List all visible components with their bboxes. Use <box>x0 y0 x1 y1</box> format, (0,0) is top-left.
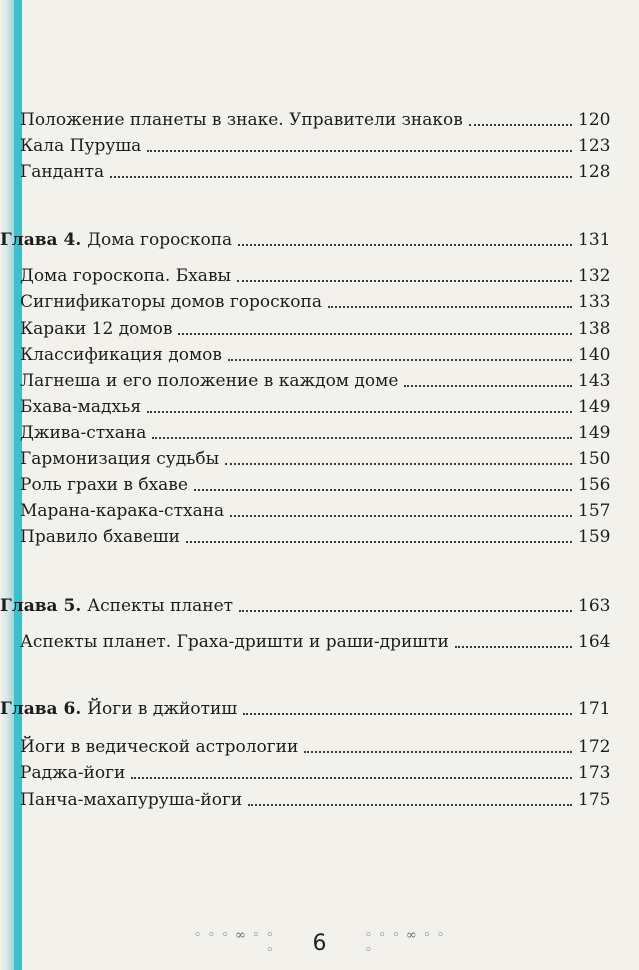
toc-entry-title: Дома гороскопа. Бхавы <box>20 266 232 286</box>
toc-entry-page: 175 <box>578 790 611 810</box>
toc-entry <box>0 499 639 523</box>
toc-entry <box>0 447 639 471</box>
chapter-title: Аспекты планет <box>87 596 234 616</box>
chapter-heading <box>0 697 639 721</box>
toc-entry <box>0 317 639 341</box>
toc-entry-page: 173 <box>578 763 611 783</box>
toc-entry-title: Аспекты планет. Граха-дришти и раши-дришти <box>20 632 449 652</box>
dot-leader <box>455 646 572 648</box>
dot-leader <box>328 306 572 308</box>
toc-entry-page: 138 <box>578 319 611 339</box>
toc-entry-page: 149 <box>578 397 611 417</box>
chapter-page: 131 <box>578 230 611 250</box>
toc-entry <box>0 761 639 785</box>
toc-entry <box>0 108 639 132</box>
dot-leader <box>194 489 572 491</box>
dot-leader <box>131 777 572 779</box>
toc-entry-title: Положение планеты в знаке. Управители знаков <box>20 110 463 130</box>
chapter-title: Йоги в джйотиш <box>87 699 238 719</box>
toc-entry-page: 156 <box>578 475 611 495</box>
dot-leader <box>230 515 572 517</box>
footer-ornament-right: ◦ ◦ ◦ ∞ ◦ ◦ ◦ <box>364 928 446 958</box>
toc-entry-page: 164 <box>578 632 611 652</box>
toc-entry <box>0 788 639 812</box>
dot-leader <box>152 437 572 439</box>
toc-entry <box>0 395 639 419</box>
toc-entry-title: Панча-махапуруша-йоги <box>20 790 243 810</box>
dot-leader <box>147 150 572 152</box>
dot-leader <box>110 176 572 178</box>
toc-entry-page: 172 <box>578 737 611 757</box>
toc-entry-title: Гармонизация судьбы <box>20 449 220 469</box>
toc-entry-title: Ганданта <box>20 162 105 182</box>
toc-entry-page: 157 <box>578 501 611 521</box>
dot-leader <box>304 751 572 753</box>
chapter-page: 163 <box>578 596 611 616</box>
toc-entry <box>0 421 639 445</box>
toc-entry <box>0 630 639 654</box>
toc-entry-title: Джива-стхана <box>20 423 147 443</box>
toc-entry <box>0 473 639 497</box>
toc-entry-page: 133 <box>578 292 611 312</box>
toc-entry-title: Марана-карака-стхана <box>20 501 225 521</box>
dot-leader <box>225 463 572 465</box>
toc-entry <box>0 264 639 288</box>
toc-entry <box>0 134 639 158</box>
toc-entry <box>0 369 639 393</box>
toc-entry-title: Бхава-мадхья <box>20 397 142 417</box>
toc-entry <box>0 290 639 314</box>
dot-leader <box>147 411 572 413</box>
toc-entry-page: 123 <box>578 136 611 156</box>
chapter-title: Дома гороскопа <box>87 230 233 250</box>
toc-entry-page: 159 <box>578 527 611 547</box>
dot-leader <box>178 333 572 335</box>
toc-entry-title: Кала Пуруша <box>20 136 142 156</box>
dot-leader <box>237 280 572 282</box>
toc-entry-title: Роль грахи в бхаве <box>20 475 188 495</box>
toc-entry-title: Сигнификаторы домов гороскопа <box>20 292 322 312</box>
toc-entry-title: Лагнеша и его положение в каждом доме <box>20 371 399 391</box>
toc-entry-page: 128 <box>578 162 611 182</box>
footer-ornament-left: ◦ ◦ ◦ ∞ ◦ ◦ ◦ <box>193 928 275 958</box>
dot-leader <box>228 359 572 361</box>
chapter-label: Глава 4. <box>0 230 82 250</box>
chapter-label: Глава 5. <box>0 596 82 616</box>
toc-entry-page: 149 <box>578 423 611 443</box>
toc-entry-page: 140 <box>578 345 611 365</box>
dot-leader <box>248 804 572 806</box>
dot-leader <box>186 541 572 543</box>
toc-entry <box>0 343 639 367</box>
dot-leader <box>243 713 572 715</box>
toc-entry-page: 143 <box>578 371 611 391</box>
toc-entry-title: Правило бхавеши <box>20 527 180 547</box>
dot-leader <box>238 244 572 246</box>
toc-entry-page: 120 <box>578 110 611 130</box>
toc-entry-title: Классификация домов <box>20 345 222 365</box>
chapter-label: Глава 6. <box>0 699 82 719</box>
chapter-page: 171 <box>578 699 611 719</box>
toc-entry-page: 132 <box>578 266 611 286</box>
page-footer <box>0 926 639 960</box>
toc-entry-title: Раджа-йоги <box>20 763 126 783</box>
dot-leader <box>469 124 572 126</box>
page-number: 6 <box>312 930 327 956</box>
toc-entry <box>0 735 639 759</box>
toc-entry <box>0 160 639 184</box>
dot-leader <box>404 385 572 387</box>
dot-leader <box>239 610 572 612</box>
chapter-heading <box>0 228 639 252</box>
toc-entry <box>0 525 639 549</box>
toc-entry-title: Йоги в ведической астрологии <box>20 737 299 757</box>
toc-entry-title: Караки 12 домов <box>20 319 173 339</box>
toc-entry-page: 150 <box>578 449 611 469</box>
chapter-heading <box>0 594 639 618</box>
